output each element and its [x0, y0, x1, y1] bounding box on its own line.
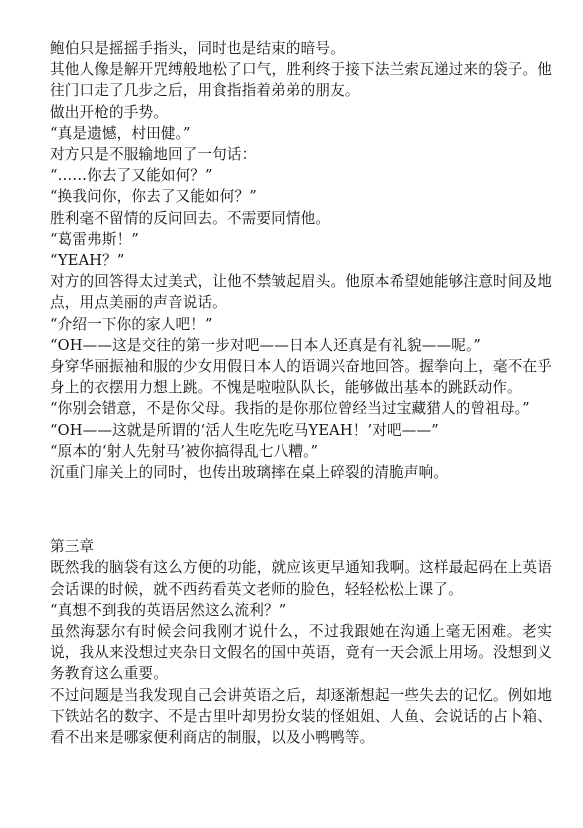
paragraph: “换我问你，你去了又能如何？”	[50, 188, 257, 206]
paragraph: “原本的‘射人先射马’被你搞得乱七八糟。”	[50, 442, 319, 460]
paragraph: “真是遗憾，村田健。”	[50, 124, 191, 142]
paragraph: 不过问题是当我发现自己会讲英语之后，却逐渐想起一些失去的记忆。例如地下铁站名的数字、不是古里叶却男扮女装的怪姐姐、人鱼、会说话的占卜箱、看不出来是哪家便利商店的制服，以及小鸭鸭等。	[50, 686, 552, 747]
paragraph: 胜利毫不留情的反问回去。不需要同情他。	[50, 209, 331, 227]
chapter-title: 第三章	[50, 538, 95, 556]
paragraph: 对方的回答得太过美式，让他不禁皱起眉头。他原本希望她能够注意时间及地点，用点美丽的声音说话。	[50, 273, 552, 312]
section-spacer	[50, 483, 552, 536]
paragraph: 其他人像是解开咒缚般地松了口气，胜利终于接下法兰索瓦递过来的袋子。他往门口走了几步之后，用食指指着弟弟的朋友。	[50, 61, 552, 100]
paragraph: “真想不到我的英语居然这么流利？”	[50, 601, 287, 619]
paragraph: 对方只是不服输地回了一句话：	[50, 146, 257, 164]
paragraph: “介绍一下你的家人吧！”	[50, 315, 213, 333]
document-page	[50, 38, 552, 748]
paragraph: 虽然海瑟尔有时候会问我刚才说什么，不过我跟她在沟通上毫无困难。老实说，我从来没想过夹杂日文假名的国中英语，竟有一天会派上用场。没想到义务教育这么重要。	[50, 623, 552, 683]
paragraph: 身穿华丽振袖和服的少女用假日本人的语调兴奋地回答。握拳向上，毫不在乎身上的衣摆用力想上跳。不愧是啦啦队队长，能够做出基本的跳跃动作。	[50, 358, 552, 397]
paragraph: 沉重门扉关上的同时，也传出玻璃摔在桌上碎裂的清脆声响。	[50, 464, 449, 482]
paragraph: 做出开枪的手势。	[50, 103, 168, 121]
paragraph: 既然我的脑袋有这么方便的功能，就应该更早通知我啊。这样最起码在上英语会话课的时候，就不西药看英文老师的脸色，轻轻松松上课了。	[50, 559, 552, 598]
paragraph: “OH——这是交往的第一步对吧——日本人还真是有礼貌——呢。”	[50, 336, 481, 354]
paragraph: “葛雷弗斯！”	[50, 230, 139, 248]
paragraph: “你别会错意，不是你父母。我指的是你那位曾经当过宝藏猎人的曾祖母。”	[50, 400, 530, 418]
paragraph: 鲍伯只是摇摇手指头，同时也是结束的暗号。	[50, 40, 345, 57]
paragraph: “OH——这就是所谓的‘活人生吃先吃马YEAH！’对吧——”	[50, 421, 439, 439]
paragraph: “YEAH？”	[50, 252, 125, 270]
paragraph: “……你去了又能如何？”	[50, 167, 213, 185]
